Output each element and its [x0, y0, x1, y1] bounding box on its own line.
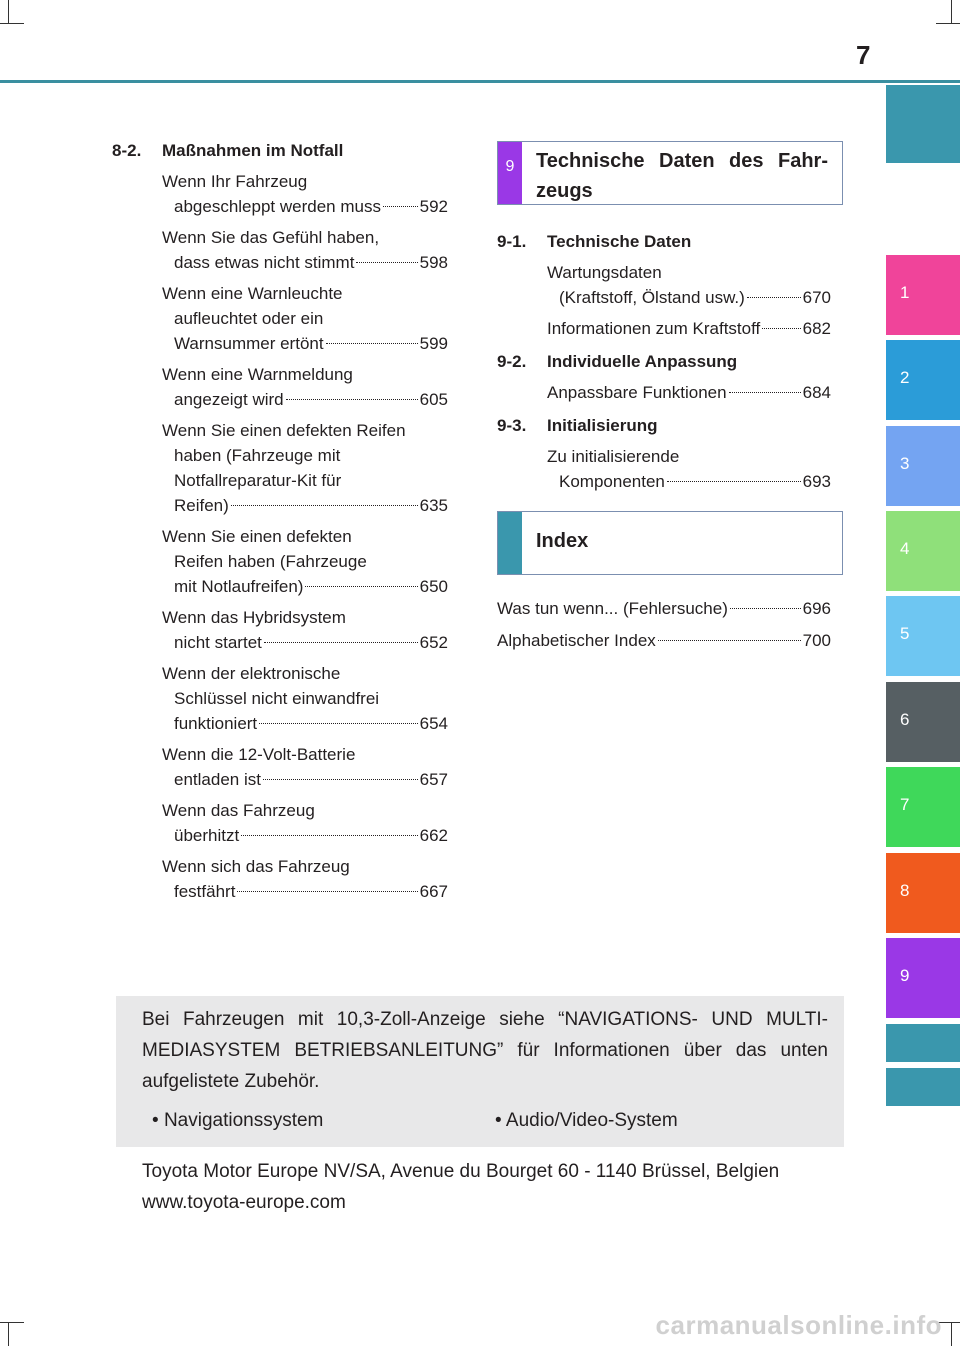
entry-text: Notfallreparatur-Kit für [174, 471, 342, 490]
section-number: 8-2. [112, 141, 142, 160]
entry-text: abgeschleppt werden muss [174, 197, 381, 216]
website-link[interactable]: www.toyota-europe.com [142, 1192, 346, 1213]
toc-entry[interactable] [162, 661, 448, 736]
entry-text: mit Notlaufreifen) [174, 577, 304, 596]
entry-text: dass etwas nicht stimmt [174, 253, 355, 272]
entry-text: Wenn der elektronische [162, 664, 341, 683]
entry-leader-line [547, 380, 831, 405]
page-ref: 598 [419, 253, 448, 272]
entry-text: Anpassbare Funktionen [547, 383, 727, 402]
toc-entry[interactable] [162, 418, 448, 518]
entry-text: Wenn das Fahrzeug [162, 801, 315, 820]
dot-leader [286, 399, 418, 400]
page-ref: 635 [419, 496, 448, 515]
page-ref: 696 [802, 599, 831, 618]
toc-left-column [112, 138, 448, 904]
page-ref: 700 [802, 631, 831, 650]
dot-leader [259, 723, 417, 724]
toc-entry[interactable] [162, 169, 448, 219]
section-number: 9-1. [497, 232, 527, 251]
entry-text: funktioniert [174, 714, 258, 733]
entry-leader-line [162, 823, 448, 848]
page-ref: 599 [419, 334, 448, 353]
page-ref: 652 [419, 633, 448, 652]
dot-leader [383, 206, 418, 207]
toc-right-column [497, 229, 831, 494]
page-ref: 667 [419, 882, 448, 901]
entry-leader-line [162, 194, 448, 219]
entry-text: Komponenten [559, 472, 665, 491]
entry-leader-line [162, 574, 448, 599]
chapter-tab-4[interactable]: 4 [886, 511, 960, 591]
page-ref: 682 [802, 319, 831, 338]
chapter-tab-5[interactable]: 5 [886, 596, 960, 676]
dot-leader [658, 640, 801, 641]
entry-leader-line [162, 387, 448, 412]
entry-text: Wenn das Hybridsystem [162, 608, 346, 627]
page-ref: 657 [419, 770, 448, 789]
chapter-tab-blank[interactable] [886, 1024, 960, 1062]
entry-text: Reifen haben (Fahrzeuge [174, 552, 367, 571]
entry-text: (Kraftstoff, Ölstand usw.) [559, 288, 745, 307]
page-number: 7 [856, 40, 871, 70]
entry-leader-line [162, 630, 448, 655]
chapter-tab-9[interactable]: 9 [886, 938, 960, 1018]
section-heading [497, 349, 831, 374]
entry-leader-line [547, 285, 831, 310]
entry-text: Wenn die 12-Volt-Batterie [162, 745, 356, 764]
page-ref: 650 [419, 577, 448, 596]
note-box [116, 996, 844, 1147]
chapter-title: Technische Daten des Fahr-zeugs [536, 150, 828, 202]
section-heading [497, 229, 831, 254]
toc-entry[interactable] [162, 742, 448, 792]
section-title: Maßnahmen im Notfall [162, 141, 344, 160]
crop-mark [951, 1322, 952, 1346]
dot-leader [326, 343, 418, 344]
page-ref: 693 [802, 472, 831, 491]
index-entry[interactable] [497, 596, 831, 621]
entry-leader-line [162, 767, 448, 792]
chapter-9-heading[interactable] [497, 141, 843, 205]
entry-leader-line [547, 469, 831, 494]
chapter-tab-1[interactable]: 1 [886, 255, 960, 335]
entry-text: nicht startet [174, 633, 262, 652]
entry-text: Wenn sich das Fahrzeug [162, 857, 350, 876]
entry-leader-line [162, 711, 448, 736]
section-title: Technische Daten [547, 232, 692, 251]
dot-leader [729, 392, 801, 393]
section-title: Individuelle Anpassung [547, 352, 738, 371]
dot-leader [762, 328, 800, 329]
page-ref: 662 [419, 826, 448, 845]
entry-text: aufleuchtet oder ein [174, 309, 324, 328]
entry-text: Wenn Sie das Gefühl haben, [162, 228, 380, 247]
entry-text: überhitzt [174, 826, 240, 845]
index-strip [498, 512, 522, 574]
entry-text: Informationen zum Kraftstoff [547, 319, 761, 338]
chapter-tab-2[interactable]: 2 [886, 340, 960, 420]
dot-leader [730, 608, 801, 609]
dot-leader [747, 297, 801, 298]
dot-leader [241, 835, 417, 836]
dot-leader [263, 779, 418, 780]
crop-mark [0, 23, 24, 24]
footer [142, 1156, 842, 1218]
dot-leader [237, 891, 417, 892]
accessory-list [142, 1105, 828, 1136]
crop-mark [936, 23, 960, 24]
section-number: 9-3. [497, 416, 527, 435]
chapter-number: 9 [498, 142, 522, 204]
section-number: 9-2. [497, 352, 527, 371]
address: Toyota Motor Europe NV/SA, Avenue du Bourget 60 - 1140 Brüssel, Belgien [142, 1161, 780, 1182]
entry-leader-line [162, 331, 448, 356]
entry-text: Wenn eine Warnleuchte [162, 284, 343, 303]
page-ref: 670 [802, 288, 831, 307]
entry-text: Was tun wenn... (Fehlersuche) [497, 599, 728, 618]
toc-entry[interactable] [547, 316, 831, 341]
toc-entry[interactable] [547, 444, 831, 494]
chapter-tab-7[interactable]: 7 [886, 767, 960, 847]
dot-leader [264, 642, 418, 643]
toc-entry[interactable] [162, 225, 448, 275]
section-title: Initialisierung [547, 416, 658, 435]
entry-text: Wenn Sie einen defekten Reifen [162, 421, 406, 440]
toc-entry[interactable] [547, 260, 831, 310]
toc-entry[interactable] [547, 380, 831, 405]
section-heading [497, 413, 831, 438]
entry-text: Wenn Sie einen defekten [162, 527, 352, 546]
entry-text: Schlüssel nicht einwandfrei [174, 689, 380, 708]
crop-mark [8, 1322, 9, 1346]
dot-leader [231, 505, 418, 506]
entry-text: Wartungsdaten [547, 263, 662, 282]
toc-entry[interactable] [162, 605, 448, 655]
list-item: • Audio/Video-System [495, 1110, 678, 1131]
toc-entry[interactable] [162, 854, 448, 904]
header-rule [0, 80, 960, 83]
index-heading[interactable] [497, 511, 843, 575]
toc-entry[interactable] [162, 798, 448, 848]
entry-leader-line [547, 316, 831, 341]
entry-text: Reifen) [174, 496, 229, 515]
entry-leader-line [162, 250, 448, 275]
entry-text: angezeigt wird [174, 390, 284, 409]
toc-entry[interactable] [162, 524, 448, 599]
entry-text: Warnsummer ertönt [174, 334, 324, 353]
index-title: Index [536, 530, 589, 552]
index-entries [497, 596, 831, 660]
dot-leader [356, 262, 417, 263]
crop-mark [951, 0, 952, 24]
dot-leader [305, 586, 417, 587]
page-ref: 654 [419, 714, 448, 733]
page-ref: 684 [802, 383, 831, 402]
list-item: • Navigationssystem [152, 1110, 324, 1131]
entry-text: Wenn eine Warnmeldung [162, 365, 353, 384]
toc-entry[interactable] [162, 362, 448, 412]
chapter-tab-blank[interactable] [886, 1068, 960, 1106]
section-heading [112, 138, 448, 163]
entry-text: Alphabetischer Index [497, 631, 656, 650]
page-ref: 605 [419, 390, 448, 409]
crop-mark [0, 1322, 24, 1323]
entry-text: entladen ist [174, 770, 261, 789]
chapter-tab-blank[interactable] [886, 85, 960, 163]
watermark: carmanualsonline.info [655, 1310, 942, 1340]
entry-leader-line [162, 493, 448, 518]
chapter-tab-3[interactable]: 3 [886, 426, 960, 506]
entry-text: haben (Fahrzeuge mit [174, 446, 341, 465]
entry-text: Zu initialisierende [547, 447, 680, 466]
entry-leader-line [162, 879, 448, 904]
chapter-tab-6[interactable]: 6 [886, 682, 960, 762]
entry-text: Wenn Ihr Fahrzeug [162, 172, 308, 191]
note-text: Bei Fahrzeugen mit 10,3-Zoll-Anzeige siehe “NAVIGATIONS- UND MULTI-MEDIASYSTEM BETRIEBSANLEITUNG” für Informationen über das unten aufgelistete Zubehör. [142, 1009, 828, 1092]
index-entry[interactable] [497, 628, 831, 653]
chapter-tab-8[interactable]: 8 [886, 853, 960, 933]
entry-text: festfährt [174, 882, 236, 901]
crop-mark [8, 0, 9, 24]
dot-leader [667, 481, 801, 482]
page-ref: 592 [419, 197, 448, 216]
toc-entry[interactable] [162, 281, 448, 356]
